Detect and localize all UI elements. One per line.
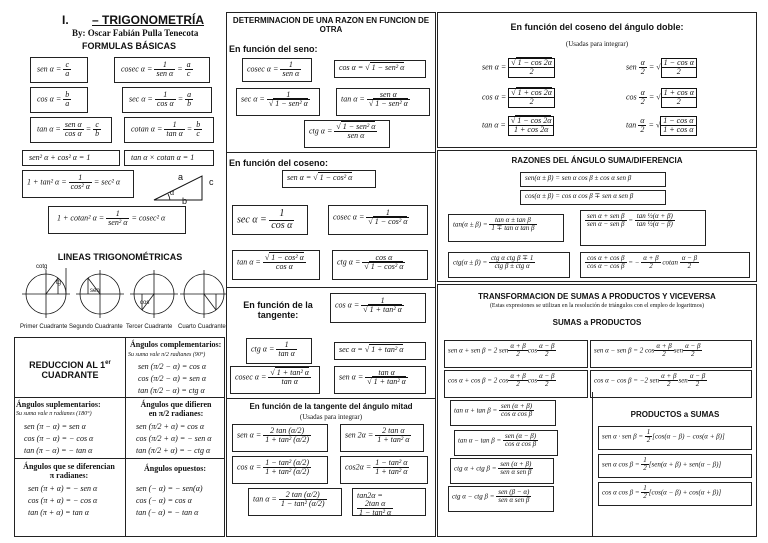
tan-from-cos: tan α = $\frac{\text{√ 1 − cos² α}}{\text{cos α}}$ — [232, 250, 320, 280]
pi-row: cos (π + α) = − cos α — [28, 496, 98, 505]
comp-row: tan (π/2 − α) = ctg α — [138, 386, 205, 395]
comp-row: cos (π/2 − α) = sen α — [138, 374, 207, 383]
sec-identity-box: 1 + tan² α = $\frac{1}{\text{cos² α}}$ = sec² α — [22, 170, 134, 198]
cos-sum: cos(α ± β) = cos α cos β ∓ sen α sen β — [520, 190, 666, 205]
productos-sumas-title: PRODUCTOS a SUMAS — [630, 410, 720, 419]
comp-title: Ángulos complementarios: — [130, 340, 222, 349]
dif-row: sen (π/2 + α) = cos α — [136, 422, 205, 431]
cos-times-cos: cos α cos β = $\frac{1}{2}$ [cos(α − β) + cos(α + β)] — [598, 482, 752, 506]
ctg-from-tan: ctg α = $\frac{1}{\text{tan α}}$ — [246, 338, 312, 364]
mitad-note: (Usadas para integrar) — [299, 413, 363, 421]
cos-def-box: cos α = $\frac{b}{a}$ — [30, 87, 88, 113]
cot-def-box: cotan α = $\frac{1}{\text{tan α}}$ = $\frac{b}{c}$ — [124, 117, 214, 143]
coseno-label: En función del coseno: — [229, 158, 329, 168]
doble-note: (Usadas para integrar) — [565, 40, 629, 48]
tan-sum: tan(α ± β) = $\frac{\text{tan α ± tan β}}{\text{1 ∓ tan α tan β}}$ — [448, 214, 564, 242]
transf-note: (Estas expresiones se utilizan en la resolución de triángulos con el empleo de logaritmos) — [489, 303, 705, 309]
label-primer-cuadrante: Primer Cuadrante — [20, 324, 68, 330]
pi-row: sen (π + α) = − sen α — [28, 484, 98, 493]
supl-row: cos (π − α) = − cos α — [24, 434, 94, 443]
op-title: Ángulos opuestos: — [144, 464, 207, 473]
sin-half: sen α = $\frac{2 \tan (\alpha/2)}{\text{1 + tan² (α/2)}}$ — [232, 424, 328, 452]
tan-label: En función de la tangente: — [243, 300, 313, 320]
sin2-half: sen 2α = $\frac{\text{2 tan α}}{\text{1 + tan² α}}$ — [340, 424, 424, 452]
suma-title: RAZONES DEL ÁNGULO SUMA/DIFERENCIA — [511, 156, 683, 165]
tan-half: tan α = $\frac{2 \tan (\alpha/2)}{\text{1 − tan² (α/2)}}$ — [248, 488, 342, 516]
quadrant-mark-sen: sen — [90, 288, 100, 294]
cos-half-angle: cos $\frac{\alpha}{2}$ = √ $\frac{\text{1 + cos α}}{2}$ — [626, 88, 697, 108]
mitad-label: En función de la tangente del ángulo mitad — [249, 402, 413, 411]
determinacion-title: DETERMINACION DE UNA RAZON EN FUNCION DE OTRA — [232, 16, 430, 34]
label-tercer-cuadrante: Tercer Cuadrante — [126, 324, 173, 330]
ctg-sum: ctg(α ± β) = $\frac{\text{ctg α ctg β ∓ 1}}{\text{ctg β ± ctg α}}$ — [448, 252, 570, 278]
pi-title: Ángulos que se diferencian π radianes: — [23, 462, 115, 480]
tan-from-sin: tan α = $\frac{\text{sen α}}{\text{√ 1 − sen² α}}$ — [336, 88, 430, 116]
comp-note: Su suma vale π/2 radianes (90°) — [128, 352, 206, 358]
ctg-from-sin: ctg α = $\frac{\text{√ 1 − sen² α}}{\text{sen α}}$ — [304, 120, 390, 148]
dif-row: tan (π/2 + α) = − ctg α — [136, 446, 211, 455]
cos-minus-cos: cos α − cos β = −2 sen $\frac{\alpha + \beta}{2}$ sen $\frac{\alpha - \beta}{2}$ — [590, 370, 752, 398]
cos-ratio: $\frac{\text{cos α + cos β}}{\text{cos α − cos β}}$ = − $\frac{\alpha + \beta}{2}$ cotan $\frac{\alpha - \beta}{2}$ — [580, 252, 750, 278]
sin-double: sen α = $\frac{√ 1 - \cos 2\alpha}{2}$ — [482, 58, 555, 78]
cos-double: cos α = $\frac{√ 1 + \cos 2\alpha}{2}$ — [482, 88, 555, 108]
sumas-productos-title: SUMAS a PRODUCTOS — [552, 318, 642, 327]
quadrant-diagrams — [18, 264, 226, 322]
csc-from-sin: cosec α = $\frac{1}{\text{sen α}}$ — [242, 58, 312, 82]
op-row: cos (− α) = cos α — [136, 496, 192, 505]
sin-def-box: sen α = $\frac{c}{a}$ — [30, 57, 88, 83]
tan-minus-tan: tan α − tan β = $\frac{\text{sen (α − β)}}{\text{cos α cos β}}$ — [454, 430, 558, 456]
pi-row: tan (π + α) = tan α — [28, 508, 89, 517]
lineas-title: LINEAS TRIGONOMÉTRICAS — [57, 252, 183, 262]
cos2-half: cos2α = $\frac{\text{1 − tan² α}}{\text{1 + tan² α}}$ — [340, 456, 428, 484]
csc-identity-box: 1 + cotan² α = $\frac{1}{\text{sen² α}}$ = cosec² α — [48, 206, 186, 234]
csc-def-box: cosec α = $\frac{1}{\text{sen α}}$ = $\frac{a}{c}$ — [114, 57, 210, 83]
ctg-from-cos: ctg α = $\frac{\text{cos α}}{\text{√ 1 − cos² α}}$ — [332, 250, 428, 280]
sin-times-cos: sen α cos β = $\frac{1}{2}$ [sen(α + β) + sen(α − β)] — [598, 454, 752, 478]
supl-row: tan (π − α) = − tan α — [24, 446, 93, 455]
sin-times-sin: sen α · sen β = $\frac{1}{2}$ [cos(α − β) − cos(α + β)] — [598, 426, 752, 450]
ctg-plus-ctg: ctg α + ctg β = $\frac{\text{sen (α + β)}}{\text{sen α sen β}}$ — [450, 458, 554, 484]
tan-cot-box: tan α × cotan α = 1 — [124, 150, 214, 166]
cos-plus-cos: cos α + cos β = 2 cos $\frac{\alpha + \beta}{2}$ cos $\frac{\alpha - \beta}{2}$ — [444, 370, 588, 398]
cos-from-tan: cos α = $\frac{1}{\text{√ 1 + tan² α}}$ — [330, 293, 426, 323]
supl-note: Su suma vale π radianes (180°) — [16, 411, 92, 417]
cos-half: cos α = $\frac{\text{1 − tan² (α/2)}}{\text{1 + tan² (α/2)}}$ — [232, 456, 328, 484]
section-subtitle: FORMULAS BÁSICAS — [82, 41, 176, 51]
sin-half-angle: sen $\frac{\alpha}{2}$ = √ $\frac{\text{1 − cos α}}{2}$ — [626, 58, 697, 78]
sin-from-tan: sen α = $\frac{\text{tan α}}{\text{√ 1 + tan² α}}$ — [334, 366, 426, 394]
reduccion-title: REDUCCION AL 1er CUADRANTE — [29, 360, 111, 380]
triangle-side-b: b — [182, 196, 188, 206]
triangle-angle: α — [170, 190, 175, 197]
comp-row: sen (π/2 − α) = cos α — [138, 362, 207, 371]
sec-def-box: sec α = $\frac{1}{\text{cos α}}$ = $\frac{a}{b}$ — [122, 87, 212, 113]
csc-from-cos: cosec α = $\frac{1}{\text{√ 1 − cos² α}}$ — [328, 205, 428, 235]
author: By: Oscar Fabián Pulla Tenecota — [72, 28, 199, 38]
header-numeral: I. — [62, 13, 69, 27]
sec-from-tan: sec α = √ 1 + tan² α — [334, 342, 426, 360]
triangle-side-a: a — [178, 172, 184, 182]
seno-label: En función del seno: — [229, 44, 318, 54]
sec-from-sin: sec α = $\frac{1}{\text{√ 1 − sen² α}}$ — [236, 88, 320, 116]
ctg-minus-ctg: ctg α − ctg β = $\frac{\text{sen (β − α)}}{\text{sen α sen β}}$ — [448, 486, 554, 512]
pythagoras-box: sen² α + cos² α = 1 — [22, 150, 120, 166]
tan-double: tan α = $\frac{√ 1 - \cos 2\alpha}{1 + \cos 2\alpha}$ — [482, 116, 554, 136]
sin-sum: sen(α ± β) = sen α cos β ± cos α sen β — [520, 172, 666, 187]
transf-title: TRANSFORMACION DE SUMAS A PRODUCTOS Y VICEVERSA — [478, 292, 716, 301]
sin-ratio: $\frac{\text{sen α + sen β}}{\text{sen α − sen β}}$ = $\frac{\text{tan ½(α + β)}}{\text{tan ½(α − β)}}$ — [580, 210, 706, 246]
supl-row: sen (π − α) = sen α — [24, 422, 86, 431]
quadrant-mark-cotg: cotg — [36, 264, 48, 270]
triangle-side-c: c — [209, 177, 214, 187]
tan-def-box: tan α = $\frac{\text{sen α}}{\text{cos α}}$ = $\frac{c}{b}$ — [30, 117, 112, 143]
dif-title: Ángulos que difieren en π/2 radianes: — [140, 400, 212, 418]
sin-minus-sin: sen α − sen β = 2 cos $\frac{\alpha + \beta}{2}$ sen $\frac{\alpha - \beta}{2}$ — [590, 340, 752, 368]
page-title: – TRIGONOMETRÍA — [92, 13, 205, 27]
quadrant-mark-cos: cos — [140, 300, 150, 306]
cos-from-sin: cos α = √ 1 − sen² α — [334, 60, 426, 78]
tan2-half: tan2α = $\frac{\text{2tan α}}{\text{1 − tan² α}}$ — [352, 488, 426, 516]
doble-title: En función del coseno del ángulo doble: — [510, 22, 684, 32]
label-cuarto-cuadrante: Cuarto Cuadrante — [178, 324, 226, 330]
op-row: sen (− α) = − sen(α) — [136, 484, 203, 493]
dif-row: cos (π/2 + α) = − sen α — [136, 434, 212, 443]
label-segundo-cuadrante: Segundo Cuadrante — [69, 324, 123, 330]
tan-half-angle: tan $\frac{\alpha}{2}$ = √ $\frac{\text{1 − cos α}}{\text{1 + cos α}}$ — [626, 116, 697, 136]
quadrant-mark-tg: tg — [56, 280, 62, 286]
op-row: tan (− α) = − tan α — [136, 508, 199, 517]
csc-from-tan: cosec α = $\frac{\text{√ 1 + tan² α}}{\text{tan α}}$ — [230, 366, 320, 394]
sin-plus-sin: sen α + sen β = 2 sen $\frac{\alpha + \beta}{2}$ cos $\frac{\alpha - \beta}{2}$ — [444, 340, 588, 368]
sin-from-cos: sen α = √ 1 − cos² α — [282, 170, 376, 188]
supl-title: Ángulos suplementarios: — [16, 400, 101, 409]
tan-plus-tan: tan α + tan β = $\frac{\text{sen (α + β)}}{\text{cos α cos β}}$ — [450, 400, 556, 426]
sec-from-cos: sec α = $\frac{1}{\text{cos α}}$ — [232, 205, 308, 235]
